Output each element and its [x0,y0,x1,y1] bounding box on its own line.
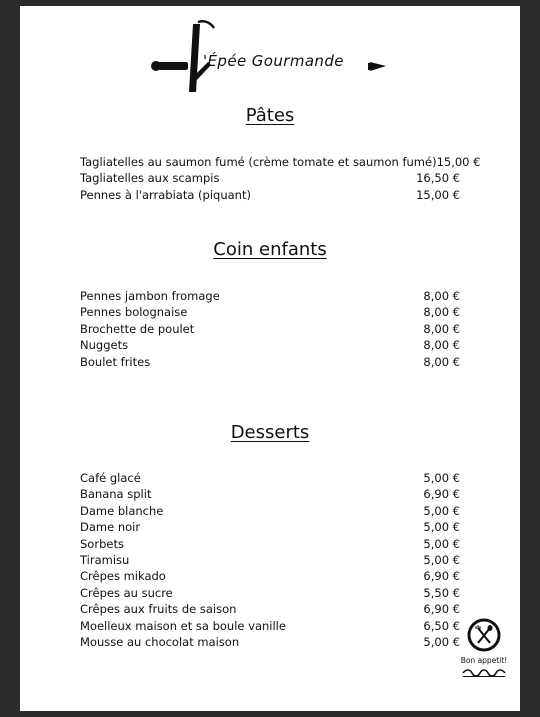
menu-item [80,568,460,584]
item-name: Crêpes aux fruits de saison [80,602,237,617]
restaurant-logo [148,18,393,98]
item-name: Dame noir [80,520,141,535]
section-items-desserts [80,470,460,650]
item-name: Tagliatelles aux scampis [80,171,220,186]
item-name: Tiramisu [80,552,130,567]
menu-item [80,601,460,617]
item-name: Banana split [80,487,152,502]
menu-page [20,6,520,711]
restaurant-name: 'Épée Gourmande [203,52,344,70]
menu-item [80,154,481,170]
item-price: 5,00 € [423,552,460,567]
section-title-pates: Pâtes [245,105,295,126]
item-price: 6,90 € [423,487,460,502]
item-price: 8,00 € [423,338,460,353]
menu-item [80,618,460,634]
menu-item [80,288,460,304]
menu-item [80,170,460,186]
item-name: Mousse au chocolat maison [80,634,240,649]
section-title-coin-enfants: Coin enfants [213,239,327,260]
item-name: Boulet frites [80,354,151,369]
section-title-desserts: Desserts [230,422,310,443]
item-price: 16,50 € [416,171,460,186]
item-name: Pennes bolognaise [80,305,188,320]
item-name: Pennes à l'arrabiata (piquant) [80,187,251,202]
menu-item [80,304,460,320]
section-items-pates [80,154,481,203]
menu-item [80,486,460,502]
item-price: 15,00 € [436,155,481,169]
menu-item [80,187,460,203]
item-name: Café glacé [80,471,141,485]
menu-item [80,470,460,486]
item-price: 15,00 € [416,187,460,202]
item-price: 6,90 € [423,602,460,617]
item-price: 5,00 € [423,471,460,485]
menu-item [80,552,460,568]
menu-item [80,536,460,552]
menu-item [80,519,460,535]
item-price: 8,00 € [423,289,460,303]
item-name: Nuggets [80,338,129,353]
item-name: Tagliatelles au saumon fumé (crème tomate et saumon fumé) [80,155,437,169]
item-price: 5,50 € [423,585,460,600]
item-name: Moelleux maison et sa boule vanille [80,618,286,633]
item-price: 8,00 € [423,305,460,320]
item-price: 6,90 € [423,569,460,584]
item-price: 6,50 € [423,618,460,633]
menu-item [80,321,460,337]
item-name: Sorbets [80,536,124,551]
menu-item [80,634,460,650]
menu-item [80,337,460,353]
menu-item [80,585,460,601]
item-name: Pennes jambon fromage [80,289,220,303]
bon-appetit-text: Bon appetit! [460,656,508,665]
fork-spoon-icon [467,618,501,652]
item-price: 5,00 € [423,536,460,551]
item-price: 5,00 € [423,520,460,535]
item-name: Crêpes au sucre [80,585,173,600]
item-price: 8,00 € [423,321,460,336]
bon-appetit-badge [458,618,510,680]
item-name: Dame blanche [80,503,164,518]
menu-item [80,354,460,370]
item-name: Brochette de poulet [80,321,195,336]
section-items-coin-enfants [80,288,460,370]
menu-item [80,503,460,519]
item-name: Crêpes mikado [80,569,166,584]
item-price: 8,00 € [423,354,460,369]
item-price: 5,00 € [423,503,460,518]
item-price: 5,00 € [423,634,460,649]
ornament-icon [461,668,507,678]
